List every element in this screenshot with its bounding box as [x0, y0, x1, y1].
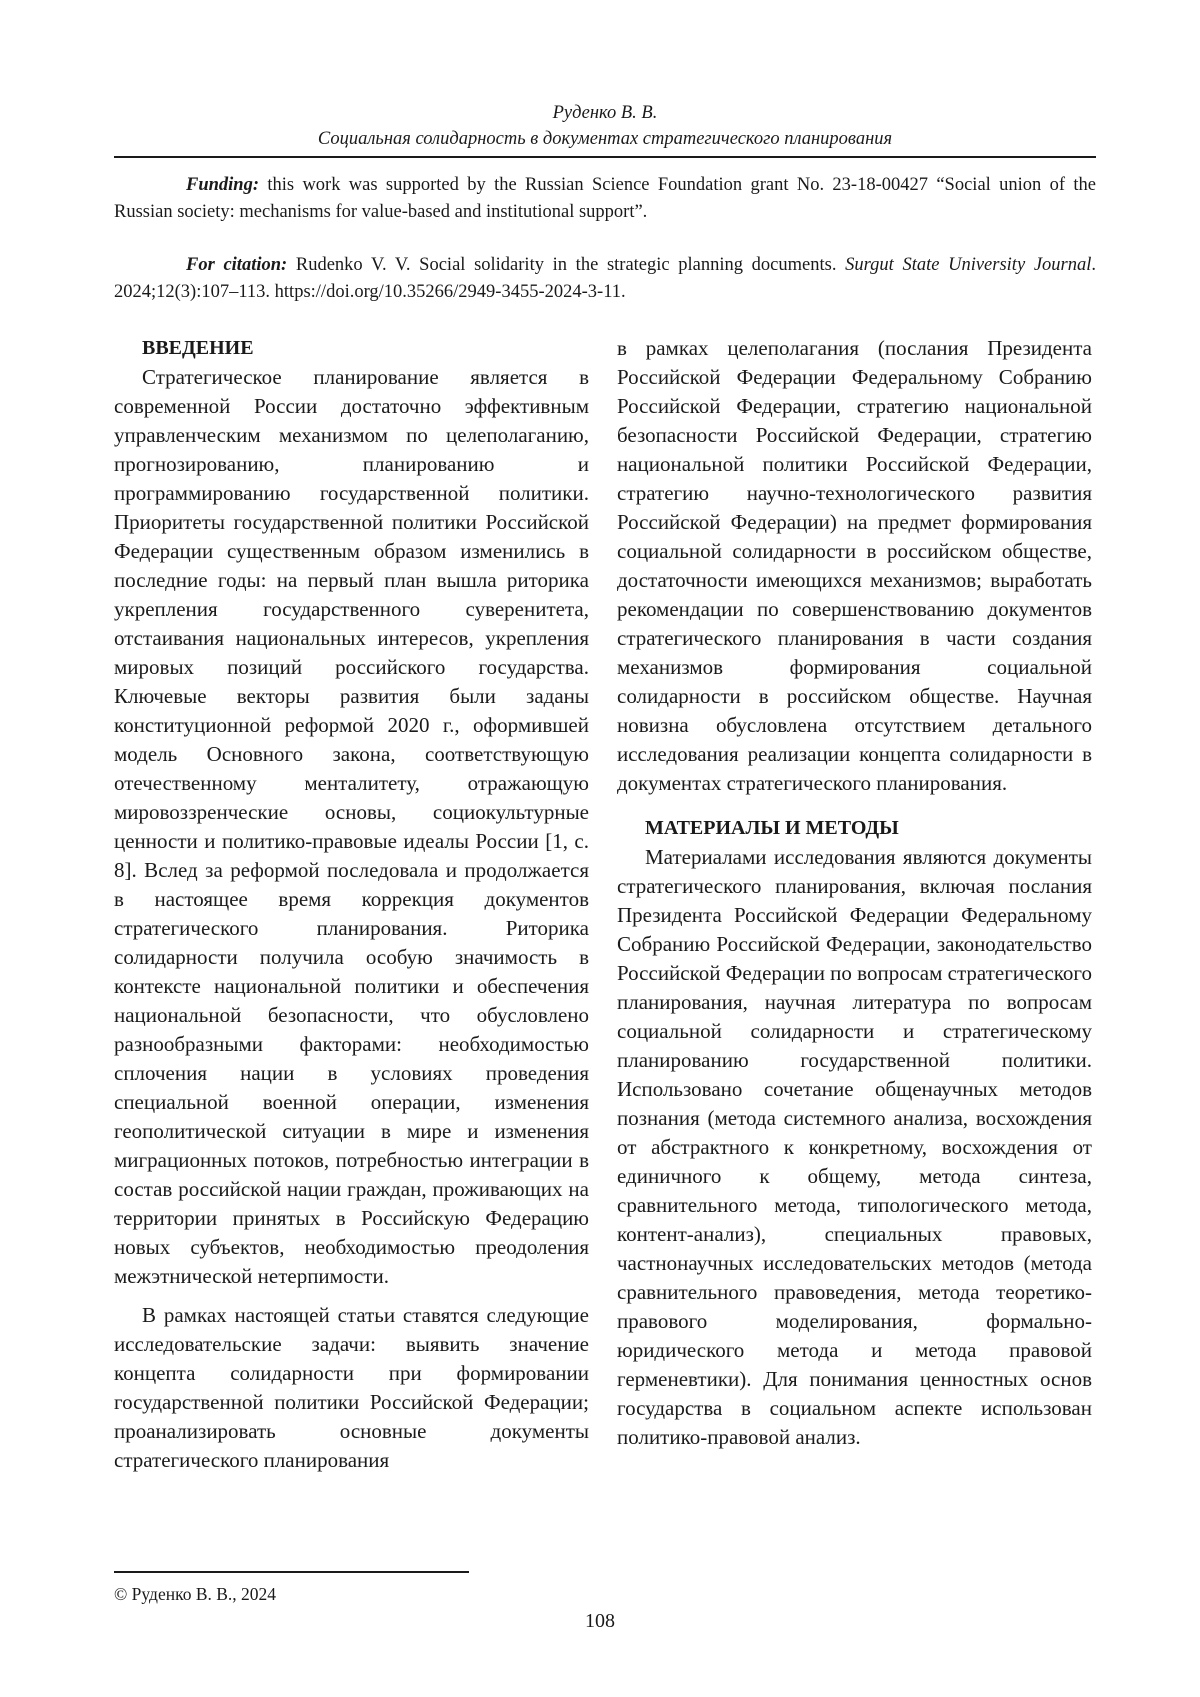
running-header — [114, 100, 1096, 152]
right-column — [617, 334, 1092, 1452]
copyright-footnote: © Руденко В. В., 2024 — [114, 1584, 277, 1604]
footnote-divider — [114, 1571, 469, 1573]
header-divider — [114, 156, 1096, 158]
header-author: Руденко В. В. — [552, 103, 658, 123]
funding-note — [114, 172, 1096, 226]
citation-text-before: Rudenko V. V. Social solidarity in the strategic planning documents. — [287, 255, 846, 275]
methods-heading: МАТЕРИАЛЫ И МЕТОДЫ — [645, 817, 899, 839]
citation-journal: Surgut State University Journal — [845, 255, 1092, 275]
methods-paragraph: Материалами исследования являются документы стратегического планирования, включая послания Президента Российской Федерации Федеральному Собранию Российской Федерации, законодательство Российской Федерации по вопросам стратегического планирования, научная литература по вопросам социальной солидарности и стратегическому планированию государственной политики. Использовано сочетание общенаучных методов познания (метода системного анализа, восхождения от абстрактного к конкретному, восхождения от единичного к общему, метода синтеза, сравнительного метода, типологического метода, контент-анализ), специальных правовых, частнонаучных исследовательских методов (метода сравнительного правоведения, метода теоретико-правового моделирования, формально-юридического метода и метода правовой герменевтики). Для понимания ценностных основ государства в социальном аспекте использован политико-правовой анализ. — [617, 845, 1092, 1449]
introduction-paragraph-1: Стратегическое планирование является в современной России достаточно эффективным управленческим механизмом по целеполаганию, прогнозированию, планированию и программированию государственной политики. Приоритеты государственной политики Российской Федерации существенным образом изменились в последние годы: на первый план вышла риторика укрепления государственного суверенитета, отстаивания национальных интересов, укрепления мировых позиций российского государства. Ключевые векторы развития были заданы конституционной реформой 2020 г., оформившей модель Основного закона, соответствующую отечественному менталитету, отражающую мировоззренческие основы, социокультурные ценности и политико-правовые идеалы России [1, с. 8]. Вслед за реформой последовала и продолжается в настоящее время коррекция документов стратегического планирования. Риторика солидарности получила особую значимость в контексте национальной политики и обеспечения национальной безопасности, что обусловлено разнообразными факторами: необходимостью сплочения нации в условиях проведения специальной военной операции, изменения геополитической ситуации в мире и изменения миграционных потоков, потребностью интеграции в состав российской нации граждан, проживающих на территории принятых в Российскую Федерацию новых субъектов, необходимостью преодоления межэтнической нетерпимости. — [114, 365, 589, 1288]
citation-note — [114, 252, 1096, 306]
citation-label: For citation: — [186, 255, 288, 275]
introduction-paragraph-2-continued: в рамках целеполагания (послания Президента Российской Федерации Федеральному Собранию Российской Федерации, стратегию национальной безопасности Российской Федерации, стратегию национальной политики Российской Федерации, стратегию научно-технологического развития Российской Федерации) на предмет формирования социальной солидарности в российском обществе, достаточности имеющихся механизмов; выработать рекомендации по совершенствованию документов стратегического планирования в части создания механизмов формирования социальной солидарности в российском обществе. Научная новизна обусловлена отсутствием детального исследования реализации концепта солидарности в документах стратегического планирования. — [617, 336, 1092, 795]
page-number: 108 — [585, 1610, 615, 1632]
introduction-paragraph-2: В рамках настоящей статьи ставятся следующие исследовательские задачи: выявить значение концепта солидарности при формировании государственной политики Российской Федерации; проанализировать основные документы стратегического планирования — [114, 1303, 589, 1472]
introduction-heading: ВВЕДЕНИЕ — [142, 337, 254, 359]
left-column — [114, 334, 589, 1475]
funding-text: this work was supported by the Russian Science Foundation grant No. 23-18-00427 “Social union of the Russian society: mechanisms for value-based and institutional support”. — [114, 175, 1096, 222]
header-title: Социальная солидарность в документах стратегического планирования — [317, 129, 893, 149]
citation-text-after: . 2024;12(3):107–113. https://doi.org/10.35266/2949-3455-2024-3-11. — [114, 255, 1096, 302]
funding-label: Funding: — [186, 175, 260, 195]
